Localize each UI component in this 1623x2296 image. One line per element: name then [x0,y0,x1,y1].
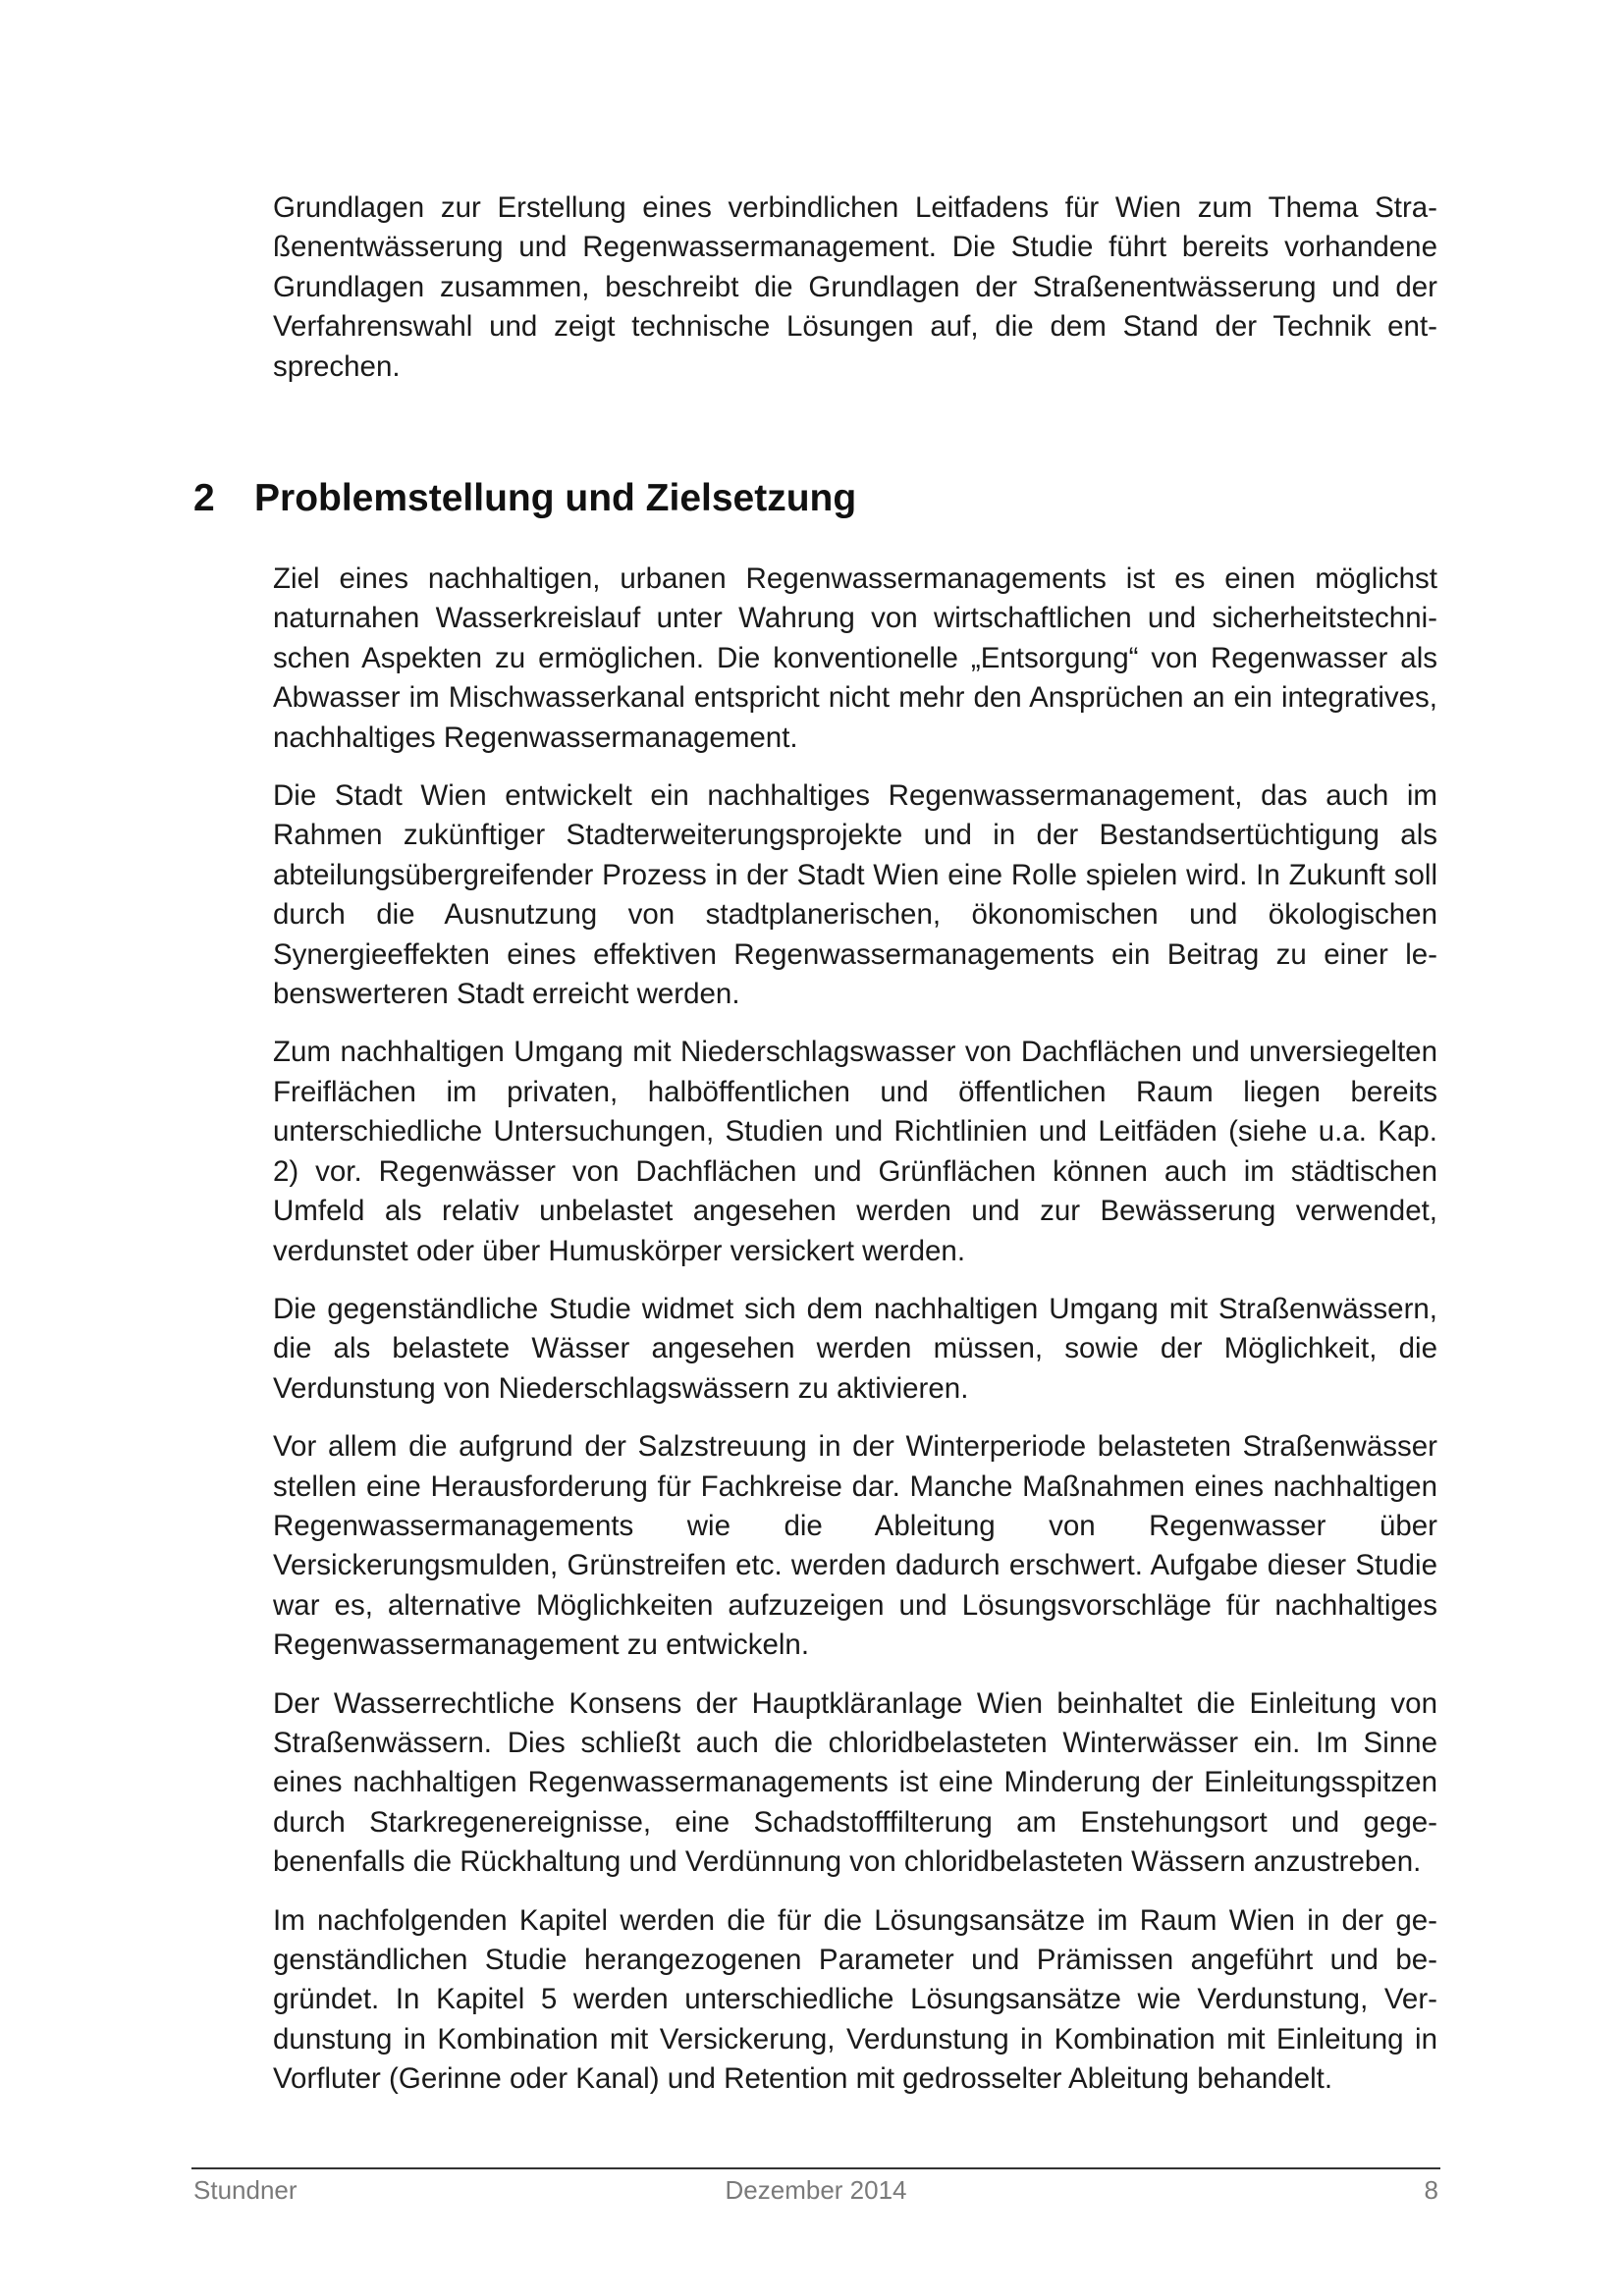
section-body [273,560,1437,2118]
body-paragraph: Im nachfolgenden Kapitel werden die für die Lösungsansätze im Raum Wien in der gegenständlichen Studie herangezogenen Parameter und Prämissen angeführt und begründet. In Kapitel 5 werden unterschiedliche Lösungsansätze wie Verdunstung, Verdunstung in Kombination mit Versickerung, Verdunstung in Kombination mit Einleitung in Vorfluter (Gerinne oder Kanal) und Retention mit gedrosselter Ableitung behandelt. [273,1903,1437,2096]
footer-page-number: 8 [1424,2175,1438,2205]
body-paragraph: Die gegenständliche Studie widmet sich dem nachhaltigen Umgang mit Straßenwässern, die als belastete Wässer angesehen werden müssen, sowie der Möglichkeit, die Verdunstung von Niederschlagswässern zu aktivieren. [273,1292,1437,1405]
body-paragraph: Ziel eines nachhaltigen, urbanen Regenwassermanagements ist es einen möglichst naturnahen Wasserkreislauf unter Wahrung von wirtschaftlichen und sicherheitstechnischen Aspekten zu ermöglichen. Die konventionelle „Entsorgung“ von Regenwasser als Abwasser im Mischwasserkanal entspricht nicht mehr den Ansprüchen an ein integratives, nachhaltiges Regenwassermanagement. [273,562,1437,754]
body-paragraph: Zum nachhaltigen Umgang mit Niederschlagswasser von Dachflächen und unversiegelten Freiflächen im privaten, halböffentlichen und öffentlichen Raum liegen bereits unterschiedliche Untersuchungen, Studien und Richtlinien und Leitfäden (siehe u.a. Kap. 2) vor. Regenwässer von Dachflächen und Grünflächen können auch im städtischen Umfeld als relativ unbelastet angesehen werden und zur Bewässerung verwendet, verdunstet oder über Humuskörper versickert werden. [273,1036,1437,1267]
body-paragraph: Vor allem die aufgrund der Salzstreuung in der Winterperiode belasteten Straßenwässer stellen eine Herausforderung für Fachkreise dar. Manche Maßnahmen eines nachhaltigen Regenwassermanagements wie die Ableitung von Regenwasser über Versickerungsmulden, Grünstreifen etc. werden dadurch erschwert. Aufgabe dieser Studie war es, alternative Möglichkeiten aufzuzeigen und Lösungsvorschläge für nachhaltiges Regenwassermanagement zu entwickeln. [273,1430,1437,1662]
section-title: Problemstellung und Zielsetzung [254,477,857,519]
section-number: 2 [193,477,215,519]
intro-section [273,188,1437,405]
page-footer [191,2173,1440,2209]
footer-date: Dezember 2014 [725,2175,907,2205]
body-paragraph: Die Stadt Wien entwickelt ein nachhaltiges Regenwassermanagement, das auch im Rahmen zukünftiger Stadterweiterungsprojekte und in der Bestandsertüchtigung als abteilungsübergreifender Prozess in der Stadt Wien eine Rolle spielen wird. In Zukunft soll durch die Ausnutzung von stadtplanerischen, ökonomischen und ökologischen Synergieeffekten eines effektiven Regenwassermanagements ein Beitrag zu einer lebenswerteren Stadt erreicht werden. [273,779,1437,1011]
footer-author: Stundner [193,2175,298,2205]
footer-divider [191,2167,1440,2169]
section-heading [193,475,856,522]
body-paragraph: Der Wasserrechtliche Konsens der Hauptkläranlage Wien beinhaltet die Einleitung von Straßenwässern. Dies schließt auch die chloridbelasteten Winterwässer ein. Im Sinne eines nachhaltigen Regenwassermanagements ist eine Minderung der Einleitungsspitzen durch Starkregenereignisse, eine Schadstofffilterung am Enstehungsort und gegebenenfalls die Rückhaltung und Verdünnung von chloridbelasteten Wässern anzustreben. [273,1686,1437,1879]
intro-paragraph: Grundlagen zur Erstellung eines verbindlichen Leitfadens für Wien zum Thema Straßenentwässerung und Regenwassermanagement. Die Studie führt bereits vorhandene Grundlagen zusammen, beschreibt die Grundlagen der Straßenentwässerung und der Verfahrenswahl und zeigt technische Lösungen auf, die dem Stand der Technik entsprechen. [273,191,1437,383]
